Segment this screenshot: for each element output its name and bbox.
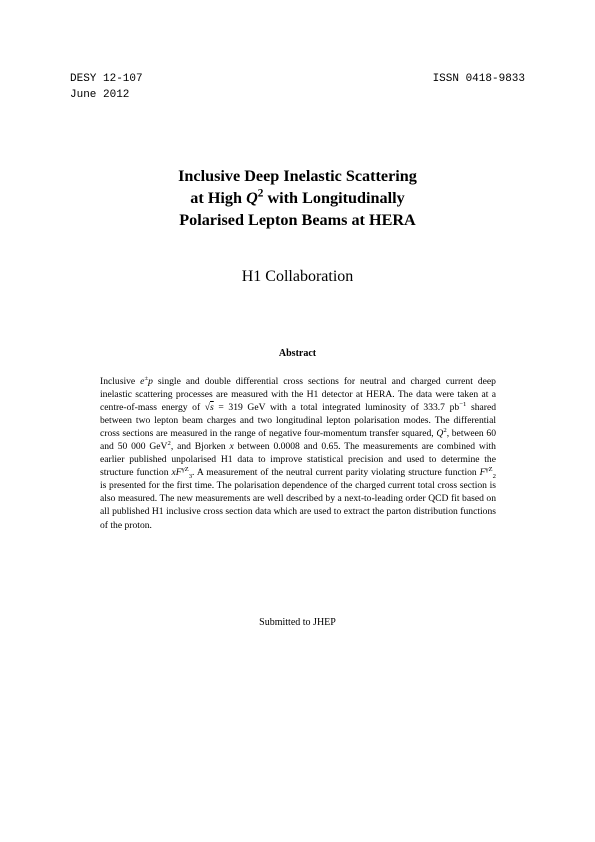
title-line-1: Inclusive Deep Inelastic Scattering [178, 167, 417, 185]
abstract-text-segment: , between [446, 428, 487, 440]
abstract-superscript: −1 [459, 400, 467, 408]
report-date: June 2012 [70, 89, 130, 101]
paper-title [0, 165, 595, 231]
abstract-superscript: 2 [167, 440, 171, 448]
collaboration-name: H1 Collaboration [241, 268, 354, 285]
abstract-text-segment: Inclusive [100, 376, 141, 387]
abstract-math: e [140, 376, 145, 387]
abstract-superscript: γZ [181, 466, 189, 474]
abstract-text-segment: . The measurements are combined with earlier published unpolarised H1 data to improve statistical precision and used to determine the structure function [100, 441, 496, 479]
abstract-text-segment: , and Bjorken [170, 441, 230, 453]
abstract-superscript: 2 [443, 427, 447, 434]
abstract-text-segment: and [100, 441, 118, 453]
abstract-math: 0.65 [321, 441, 339, 453]
abstract-superscript: ± [144, 374, 149, 382]
abstract-heading: Abstract [278, 348, 317, 359]
submission-note: Submitted to JHEP [259, 617, 336, 628]
abstract-math: xF [171, 467, 182, 479]
abstract-superscript: γZ [485, 466, 493, 474]
abstract-text-segment: . A measurement of the neutral current parity violating structure function [192, 467, 480, 479]
abstract-text-segment: between [233, 441, 274, 453]
abstract-math: F [479, 467, 486, 479]
report-number: DESY 12-107 [70, 73, 143, 85]
title-exponent: 2 [257, 187, 264, 200]
abstract-subscript: 3 [188, 473, 193, 481]
abstract-subscript: 2 [492, 473, 496, 481]
abstract-text-segment: and [299, 441, 322, 453]
issn-number: ISSN 0418-9833 [432, 73, 525, 85]
abstract-math-root: √ [204, 402, 211, 414]
abstract-math: 60 [486, 428, 496, 440]
title-variable-q: Q [246, 189, 258, 207]
title-line-3: Polarised Lepton Beams at HERA [179, 211, 416, 229]
abstract-math: p [148, 376, 153, 387]
title-line-2-start: at High [190, 189, 247, 207]
abstract-math: x [229, 441, 234, 453]
abstract-math: 333.7 pb [423, 402, 460, 414]
title-line-2 [0, 187, 595, 209]
abstract-math: = 319 GeV [213, 402, 266, 414]
abstract-math: 0.0008 [273, 441, 300, 453]
abstract-text-segment: with a total integrated luminosity of [265, 402, 424, 414]
abstract-text-segment: is presented for the first time. The polarisation dependence of the charged current total cross section is also measured. The new measurements are well described by a next-to-leading order QCD fit based on all published H1 inclusive cross section data which are used to extract the parton distribution functions of the proton. [100, 480, 496, 531]
abstract-text-segment: shared between two lepton beam charges and two longitudinal lepton polarisation modes. The differential cross sections are measured in the range of negative four-momentum transfer squared, [100, 402, 496, 440]
abstract-math: 50 000 GeV [117, 441, 168, 453]
abstract-text-segment: single and double differential cross sections for neutral and charged current deep inelastic scattering processes are measured with the H1 detector at HERA. The data were taken at a centre-of-mass energy of [100, 376, 496, 414]
abstract-math: Q [436, 428, 444, 440]
abstract-text [100, 375, 496, 532]
abstract-math: s [210, 402, 214, 414]
title-line-2-end: with Longitudinally [263, 189, 405, 207]
